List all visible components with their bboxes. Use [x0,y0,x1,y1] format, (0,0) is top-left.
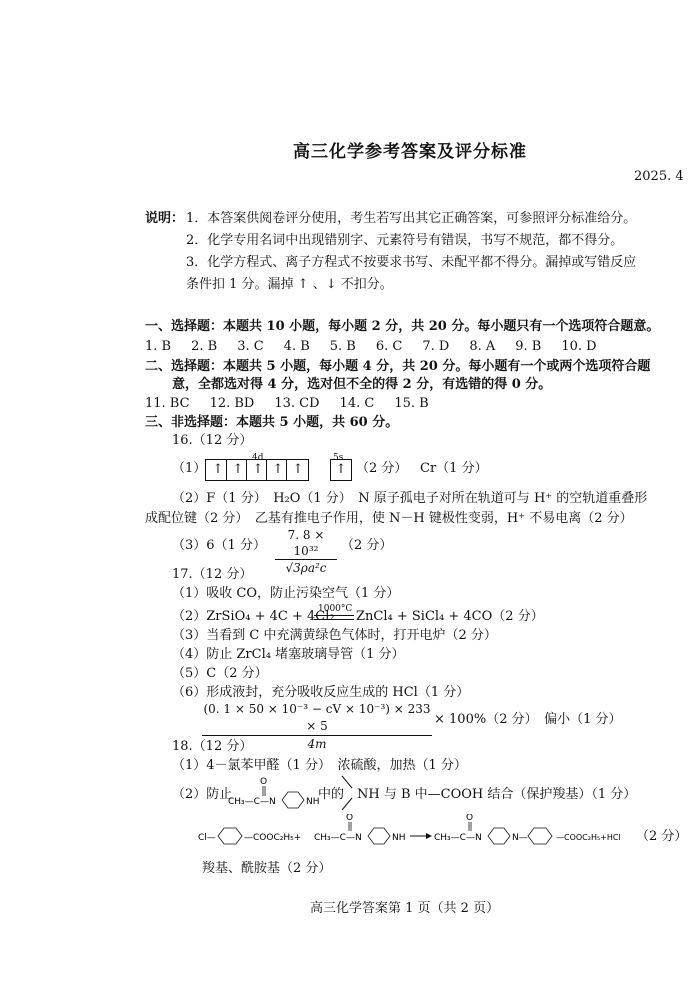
q17-p6-suffix: × 100%（2 分） 偏小（1 分） [434,712,622,727]
answer-12: 12. BD [209,396,255,411]
acetyl-text: CH₃—C—N [228,797,276,807]
notes-label: 说明： [145,211,185,226]
note-3: 3．化学方程式、离子方程式不按要求书写、未配平都不得分。漏掉或写错反应 [186,255,637,270]
orbital-4d-box [205,459,309,481]
answer-6: 6. C [375,339,403,354]
q18-p2-prefix: （2）防止 [172,787,233,802]
answer-8: 8. A [469,339,496,354]
piperazine-ring-1 [368,828,390,844]
eq-ester: —COOC₂H₅+ [244,833,302,843]
answer-7: 7. D [422,339,450,354]
q16-p3-numerator: 7. 8 × 10³² [287,528,325,558]
q16-p3-score: （2 分） [341,538,393,553]
q17-p5: （5）C（2 分） [172,666,268,681]
q17-p1: （1）吸收 CO，防止污染空气（1 分） [172,586,400,601]
orbital-4d-cell-4: ↑ [270,460,287,480]
section2-heading-2: 意，全都选对得 4 分，选对但不全的得 2 分，有选错的得 0 分。 [172,377,552,392]
q16-p1-label: （1） [172,461,207,476]
orbital-4d-cell-3: ↑ [250,460,267,480]
benzene-ring-1 [218,828,242,844]
eq-nh: NH [392,833,406,843]
answer-13: 13. CD [274,396,320,411]
section3-heading: 三、非选择题：本题共 5 小题，共 60 分。 [145,415,399,430]
answer-2: 2. B [191,339,218,354]
piperazine-ring [282,792,304,808]
orbital-4d-label: 4d [252,453,264,463]
q16-p3-denominator: √3ρa²c [285,561,327,575]
q16-p1-score: （2 分） [356,461,408,476]
page-title: 高三化学参考答案及评分标准 [293,142,527,162]
q18-p2-suffix: NH 与 B 中—COOH 结合（保护羧基）（1 分） [357,787,637,802]
orbital-4d-cell-2: ↑ [230,460,247,480]
note-1: 1．本答案供阅卷评分使用，考生若写出其它正确答案，可参照评分标准给分。 [186,211,637,226]
q17-p4: （4）防止 ZrCl₄ 堵塞玻璃导管（1 分） [172,647,405,662]
q16-title: 16.（12 分） [172,433,253,448]
q17-p6-denominator: 4m [307,737,327,751]
orbital-5s-label: 5s [333,453,344,463]
q17-p3: （3）当看到 C 中充满黄绿色气体时，打开电炉（2 分） [172,628,497,643]
q18-groups: 羧基、酰胺基（2 分） [202,861,332,876]
benzene-ring-2 [528,828,552,844]
answer-4: 4. B [283,339,310,354]
q18-eq-score: （2 分） [636,829,688,844]
section1-answers [145,338,617,356]
answer-10: 10. D [561,339,597,354]
section1-heading: 一、选择题：本题共 10 小题，每小题 2 分，共 20 分。每小题只有一个选项符合题意。 [145,319,660,334]
orbital-4d-cell-1: ↑ [210,460,227,480]
section2-heading-1: 二、选择题：本题共 5 小题，每小题 4 分，共 20 分。每小题有一个或两个选项符合题 [145,359,651,374]
carbonyl-o: O [260,777,268,787]
page-footer: 高三化学答案第 1 页（共 2 页） [310,901,500,916]
q16-p3-label: （3）6（1 分） [172,538,266,553]
q17-p6-numerator: (0. 1 × 50 × 10⁻³ − cV × 10⁻³) × 233 × 5 [203,702,431,733]
eq-o-2: O [466,814,474,823]
answer-5: 5. B [329,339,356,354]
eq-product-tail: N— [512,833,528,843]
q17-p2-left: （2）ZrSiO₄ + 4C + 4Cl₂ [172,609,335,624]
note-2: 2．化学专用名词中出现错别字、元素符号有错误，书写不规范，都不得分。 [186,233,624,248]
answer-11: 11. BC [145,396,190,411]
answer-15: 15. B [394,396,429,411]
equals-sign [314,615,354,620]
q17-p2-condition: 1000°C [318,604,353,614]
q18-title: 18.（12 分） [172,739,253,754]
eq-tail: —COOC₂H₅+HCl [556,833,621,842]
eq-reagent: CH₃—C—N [314,833,362,843]
arrow-head [426,833,432,839]
reaction-equation [196,814,636,858]
q18-p2-mid: 中的 [318,787,345,802]
eq-product: CH₃—C—N [434,833,482,843]
q18-p1: （1）4－氯苯甲醛（1 分） 浓硫酸，加热（1 分） [172,758,467,773]
piperazine-ring-2 [488,828,510,844]
q17-p6: （6）形成液封，充分吸收反应生成的 HCl（1 分） [172,685,470,700]
q17-title: 17.（12 分） [172,567,253,582]
answer-1: 1. B [145,339,172,354]
q16-p2-line1: （2）F（1 分） H₂O（1 分） N 原子孤电子对所在轨道可与 H⁺ 的空轨道重叠形 [172,491,648,506]
orbital-4d-cell-5: ↑ [292,462,304,477]
q16-p1-element: Cr（1 分） [420,461,488,476]
answer-9: 9. B [515,339,542,354]
q16-p3-fraction [275,527,337,576]
q17-p2-right: ZnCl₄ + SiCl₄ + 4CO（2 分） [356,609,544,624]
date: 2025. 4 [634,169,684,184]
orbital-5s-box [330,459,352,481]
ring-nh: NH [306,797,320,807]
orbital-5s-cell-1: ↑ [335,462,347,477]
q16-p2-line2: 成配位键（2 分） 乙基有推电子作用，使 N－H 键极性变弱，H⁺ 不易电离（2 分） [145,511,633,526]
section2-answers [145,395,449,413]
answer-14: 14. C [339,396,375,411]
eq-o-1: O [346,814,354,823]
eq-chloro: Cl— [198,833,216,843]
note-4: 条件扣 1 分。漏掉 ↑ 、↓ 不扣分。 [186,277,393,292]
answer-3: 3. C [237,339,264,354]
